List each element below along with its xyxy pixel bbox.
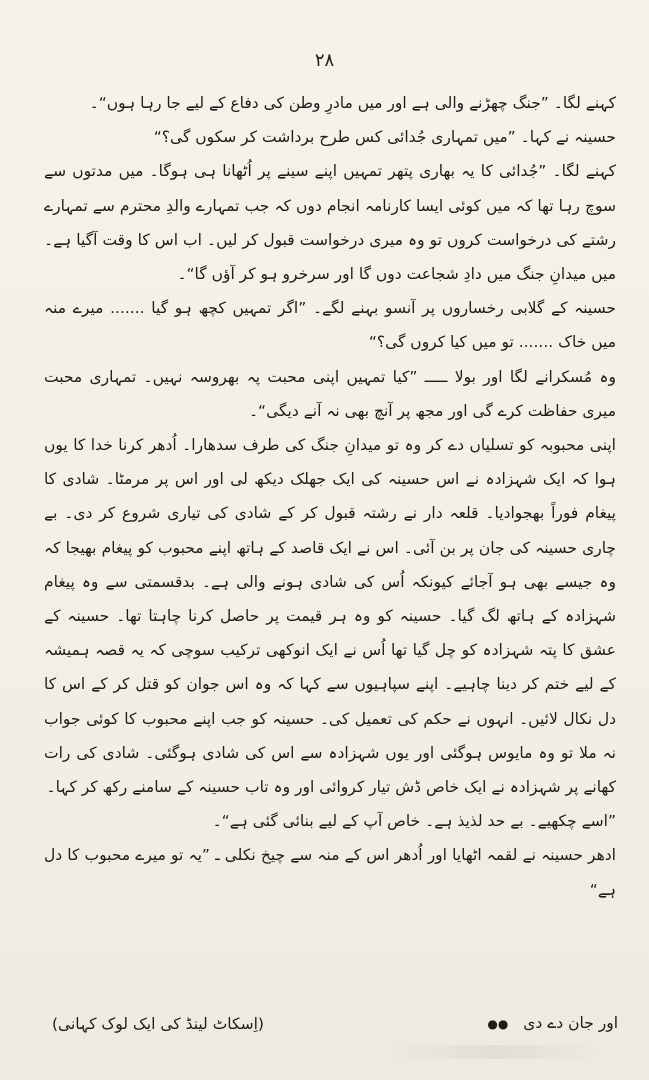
- story-footer: [52, 1008, 618, 1039]
- story-source: (اِسکاٹ لینڈ کی ایک لوک کہانی): [52, 1014, 264, 1033]
- bullet-dots: ●●: [487, 1017, 509, 1031]
- page-number: ۲۸: [314, 50, 335, 71]
- story-body: [44, 86, 616, 907]
- paragraph-2: حسینہ نے کہا۔ ”میں تمہاری جُدائی کس طرح برداشت کر سکوں گی؟“: [153, 128, 616, 147]
- closing-text: اور جان دے دی: [523, 1014, 618, 1032]
- paragraph-3: کہنے لگا۔ ”جُدائی کا یہ بھاری پتھر تمہیں اپنے سینے پر اُٹھانا ہی ہوگا۔ میں مدتوں سے سوچ رہا تھا کہ میں کوئی ایسا کارنامہ انجام دوں کہ جب تمہارے والدِ محترم سے تمہارے رشتے کی درخواست کروں تو وہ میری درخواست قبول کر لیں۔ اب اس کا وقت آگیا ہے۔ میں میدانِ جنگ میں دادِ شجاعت دوں گا اور سرخرو ہو کر آؤں گا“۔: [44, 162, 616, 284]
- paragraph-6: اپنی محبوبہ کو تسلیاں دے کر وہ تو میدانِ جنگ کی طرف سدھارا۔ اُدھر کرنا خدا کا یوں ہوا کہ ایک شہزادہ نے اس حسینہ کی ایک جھلک دیکھ لی اور اس پر مرمٹا۔ شادی کا پیغام فوراً بھجوادیا۔ قلعہ دار نے رشتہ قبول کر کے شادی کی تیاری شروع کر دی۔ بے چاری حسینہ کی جان پر بن آئی۔ اس نے ایک قاصد کے ہاتھ اپنے محبوب کو پیغام بھیجا کہ وہ جیسے بھی ہو آجائے کیونکہ اُس کی شادی ہونے والی ہے۔ بدقسمتی سے وہ پیغام شہزادہ کے ہاتھ لگ گیا۔ حسینہ کو وہ ہر قیمت پر حاصل کرنا چاہتا تھا۔ حسینہ کے عشق کا پتہ شہزادہ کو چل گیا تھا اُس نے ایک انوکھی ترکیب سوچی کہ یہ قصہ ہمیشہ کے لیے ختم کر دینا چاہیے۔ اپنے سپاہیوں سے کہا کہ وہ اس جوان کو قتل کر کے اس کا دل نکال لائیں۔ انہوں نے حکم کی تعمیل کی۔ حسینہ کو جب اپنے محبوب کا کوئی جواب نہ ملا تو وہ مایوس ہوگئی اور یوں شہزادہ سے اس کی شادی ہوگئی۔ شادی کی رات کھانے پر شہزادہ نے ایک خاص ڈش تیار کروائی اور وہ تاب حسینہ کے سامنے رکھ کر کہا۔: [44, 436, 616, 797]
- paragraph-7: ”اسے چکھیے۔ بے حد لذیذ ہے۔ خاص آپ کے لیے بنائی گئی ہے“۔: [212, 812, 616, 831]
- paragraph-5: وہ مُسکرانے لگا اور بولا ـــــ ”کیا تمہیں اپنی محبت پہ بھروسہ نہیں۔ تمہاری محبت میری حفاظت کرے گی اور مجھ پر آنچ بھی نہ آنے دیگی“۔: [44, 367, 616, 420]
- paragraph-4: حسینہ کے گلابی رخساروں پر آنسو بہنے لگے۔ ”اگر تمہیں کچھ ہو گیا ....... میرے منہ میں خاک ....... تو میں کیا کروں گی؟“: [44, 299, 616, 352]
- bleed-through-text: [380, 1045, 610, 1059]
- paragraph-8: ادھر حسینہ نے لقمہ اٹھایا اور اُدھر اس کے منہ سے چیخ نکلی ـ ”یہ تو میرے محبوب کا دل ہے“: [44, 846, 616, 899]
- closing-line: [487, 1008, 618, 1039]
- paragraph-1: کہنے لگا۔ ”جنگ چھڑنے والی ہے اور میں مادرِ وطن کی دفاع کے لیے جا رہا ہوں“۔: [89, 94, 616, 112]
